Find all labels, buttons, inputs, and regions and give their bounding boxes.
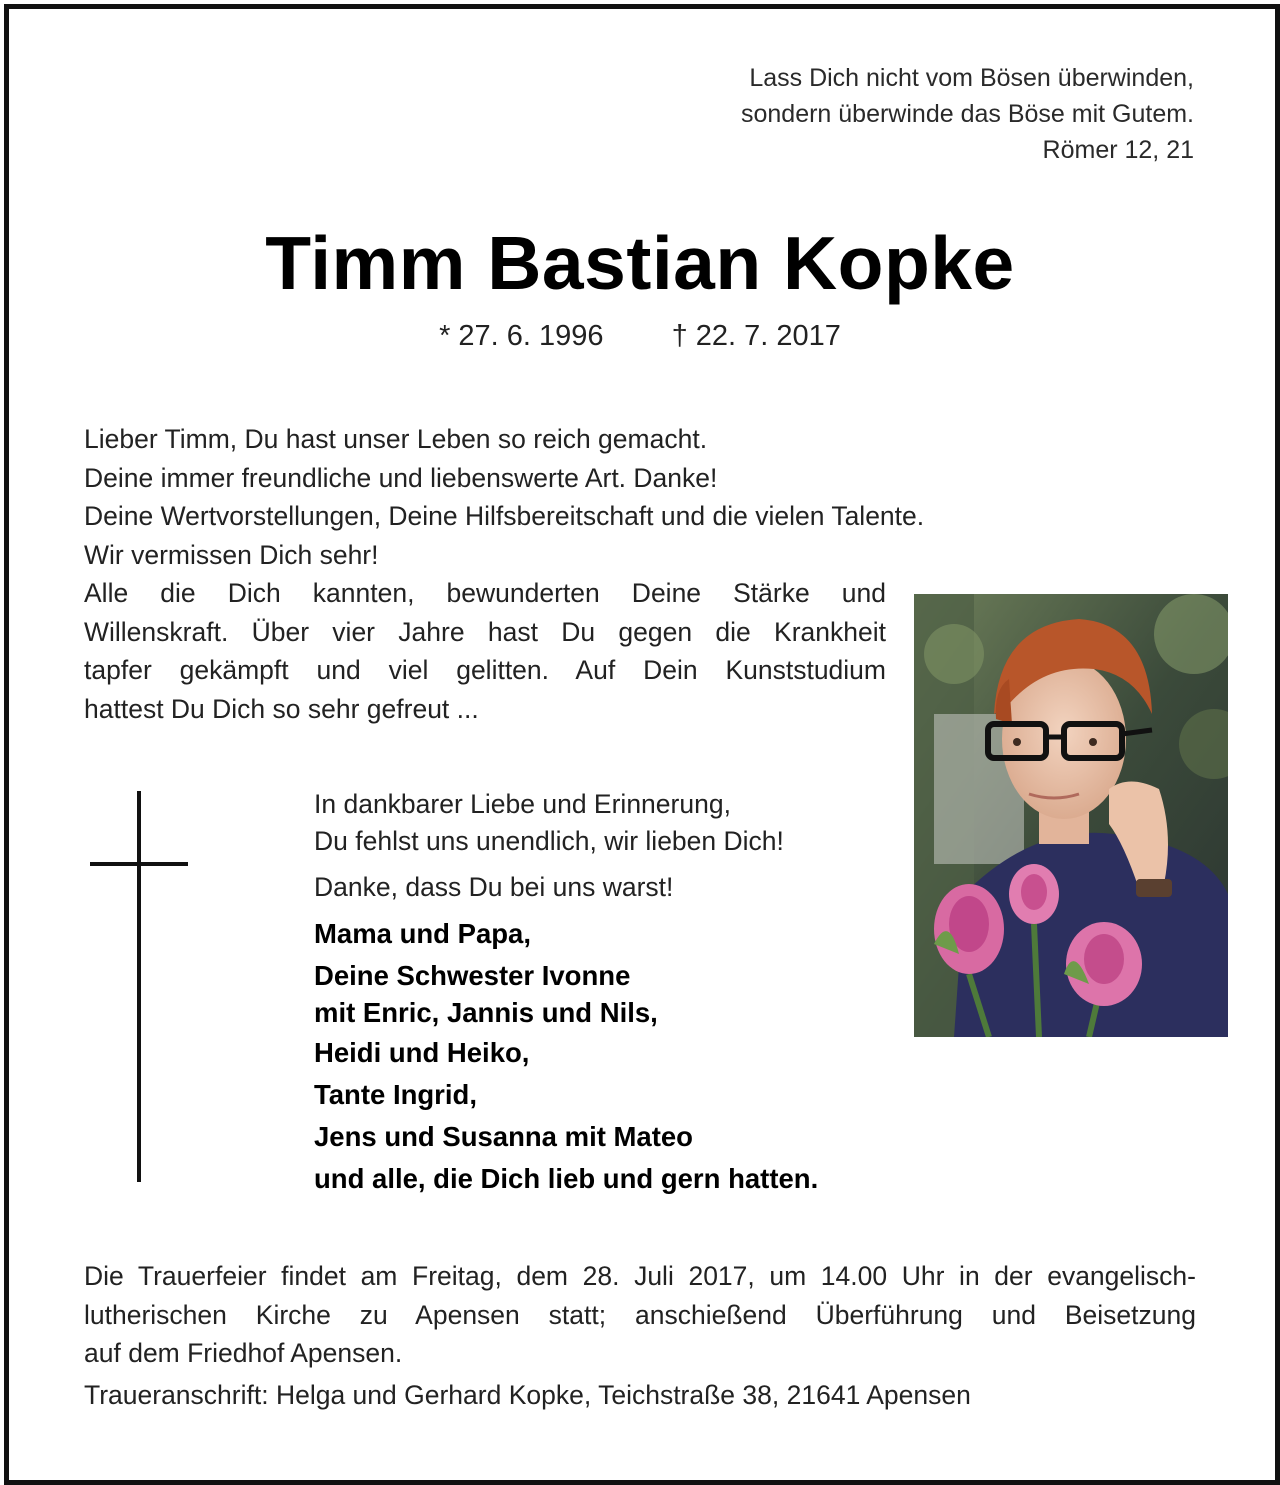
bible-verse (741, 60, 1194, 168)
memorial-line-1: In dankbarer Liebe und Erinnerung, (314, 789, 731, 819)
mourner-line: mit Enric, Jannis und Nils, (314, 997, 658, 1028)
funeral-information (84, 1257, 1196, 1373)
letter-line: Alle die Dich kannten, bewunderten Deine Stärke und (84, 578, 886, 608)
mourner-line: Deine Schwester Ivonne (314, 960, 631, 991)
funeral-line: lutherischen Kirche zu Apensen statt; anschießend Überführung und Beisetzung (84, 1299, 1196, 1330)
mourner-line: und alle, die Dich lieb und gern hatten. (314, 1163, 819, 1194)
mourning-address: Traueranschrift: Helga und Gerhard Kopke, Teichstraße 38, 21641 Apensen (84, 1380, 971, 1410)
mourner-line: Mama und Papa, (314, 918, 531, 949)
letter-line: Wir vermissen Dich sehr! (84, 539, 379, 570)
mourner-line: Heidi und Heiko, (314, 1037, 530, 1068)
personal-letter (84, 420, 925, 728)
verse-line-2: sondern überwinde das Böse mit Gutem. (740, 100, 1194, 128)
funeral-line: Die Trauerfeier findet am Freitag, dem 28. Juli 2017, um 14.00 Uhr in der evangelisch- (84, 1261, 1196, 1291)
memorial-line-3: Danke, dass Du bei uns warst! (314, 872, 674, 902)
portrait-illustration (914, 594, 1228, 1037)
life-dates (0, 320, 1280, 353)
cross-horizontal-bar (90, 862, 188, 866)
letter-line: Lieber Timm, Du hast unser Leben so reich gemacht. (84, 424, 708, 454)
letter-line: Deine Wertvorstellungen, Deine Hilfsbereitschaft und die vielen Talente. (84, 501, 925, 531)
memorial-text (314, 786, 818, 1200)
death-date: † 22. 7. 2017 (671, 320, 841, 352)
birth-date: * 27. 6. 1996 (439, 320, 604, 352)
letter-line: Willenskraft. Über vier Jahre hast Du gegen die Krankheit (84, 616, 886, 647)
deceased-name: Timm Bastian Kopke (265, 221, 1015, 305)
mourner-line: Jens und Susanna mit Mateo (314, 1121, 693, 1152)
verse-line-1: Lass Dich nicht vom Bösen überwinden, (749, 64, 1194, 92)
letter-line: tapfer gekämpft und viel gelitten. Auf Dein Kunststudium (84, 655, 886, 685)
memorial-line-2: Du fehlst uns unendlich, wir lieben Dich! (314, 826, 784, 856)
letter-line: hattest Du Dich so sehr gefreut ... (84, 693, 479, 724)
cross-vertical-bar (137, 791, 141, 1182)
verse-reference: Römer 12, 21 (1042, 136, 1194, 164)
mourner-line: Tante Ingrid, (314, 1079, 477, 1110)
letter-line: Deine immer freundliche und liebenswerte Art. Danke! (84, 462, 718, 493)
funeral-line: auf dem Friedhof Apensen. (84, 1338, 403, 1368)
portrait-photo (914, 594, 1228, 1037)
